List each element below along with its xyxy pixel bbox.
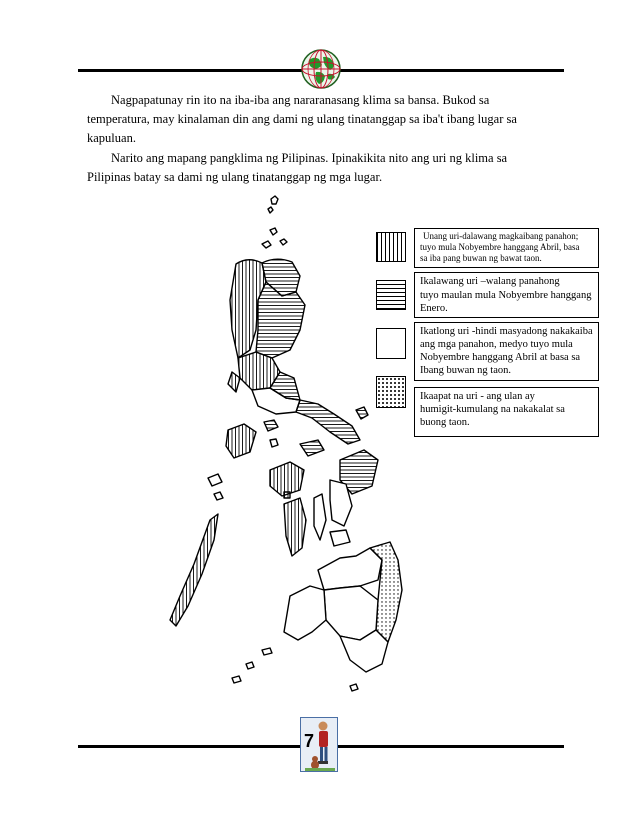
legend-line: Unang uri-dalawang magkaibang panahon; bbox=[423, 231, 579, 241]
babuyan-islet bbox=[280, 239, 287, 245]
legend-line: Enero. bbox=[420, 303, 448, 314]
sulu-islet bbox=[232, 676, 241, 683]
marinduque-island bbox=[264, 420, 278, 431]
guimaras-island bbox=[284, 492, 290, 498]
legend-box-type2 bbox=[414, 272, 599, 318]
legend-line: tuyo maulan mula Nobyembre hanggang bbox=[420, 289, 592, 301]
legend-swatch-type3 bbox=[376, 328, 406, 359]
legend-swatch-type1 bbox=[376, 232, 406, 262]
legend-box-type1 bbox=[414, 228, 599, 268]
calamian-islet bbox=[214, 492, 223, 500]
legend-swatch-type4 bbox=[376, 376, 406, 408]
bohol-island bbox=[330, 530, 350, 546]
sulu-islet bbox=[246, 662, 254, 669]
batanes-islet bbox=[270, 228, 277, 235]
catanduanes-island bbox=[356, 407, 368, 419]
masbate-island bbox=[300, 440, 324, 456]
panay-island bbox=[270, 462, 304, 496]
legend-line: buong taon. bbox=[420, 417, 470, 428]
legend-line: Ibang buwan ng taon. bbox=[420, 365, 511, 376]
babuyan-islet bbox=[262, 241, 271, 248]
legend-box-type4 bbox=[414, 387, 599, 437]
negros-island bbox=[284, 498, 306, 556]
batanes-islet bbox=[268, 207, 273, 213]
calamian-islet bbox=[208, 474, 222, 486]
paragraph-line: kapuluan. bbox=[87, 131, 136, 145]
paragraph-line: temperatura, may kinalaman din ang dami ng ulang tinatanggap sa iba't ibang lugar sa bbox=[87, 112, 517, 126]
romblon-island bbox=[270, 439, 278, 447]
legend-line: Ikaapat na uri - ang ulan ay bbox=[420, 391, 535, 402]
legend-line: Ikalawang uri –walang panahong bbox=[420, 276, 560, 287]
paragraph-line: Nagpapatunay rin ito na iba-iba ang nararanasang klima sa bansa. Bukod sa bbox=[111, 93, 490, 107]
mindanao-north-region bbox=[318, 548, 382, 590]
bataan-region bbox=[228, 372, 240, 392]
batanes-islet bbox=[271, 196, 278, 204]
mindanao-central-region bbox=[324, 586, 378, 640]
cebu-island bbox=[314, 494, 326, 540]
legend-line: ang mga panahon, medyo tuyo mula bbox=[420, 339, 573, 350]
paragraph-line: Narito ang mapang pangklima ng Pilipinas. Ipinakikita nito ang uri ng klima sa bbox=[111, 151, 508, 165]
legend-line: sa iba pang buwan ng bawat taon. bbox=[420, 253, 542, 263]
legend-line: humigit-kumulang na nakakalat sa bbox=[420, 404, 565, 415]
legend-line: Nobyembre hanggang Abril at basa sa bbox=[420, 352, 581, 363]
sulu-islet bbox=[350, 684, 358, 691]
page-number-badge bbox=[300, 717, 338, 772]
legend-line: Ikatlong uri -hindi masyadong nakakaiba bbox=[420, 326, 593, 337]
mindoro-island bbox=[226, 424, 256, 458]
page-number: 7 bbox=[304, 731, 315, 751]
bicol-region bbox=[296, 400, 360, 444]
sulu-islet bbox=[262, 648, 272, 655]
paragraph-line: Pilipinas batay sa dami ng ulang tinatanggap ng mga lugar. bbox=[87, 170, 383, 184]
legend-box-type3 bbox=[414, 322, 599, 381]
palawan-island bbox=[170, 514, 218, 626]
legend-line: tuyo mula Nobyembre hanggang Abril, basa bbox=[420, 242, 580, 252]
legend-swatch-type2 bbox=[376, 280, 406, 310]
zamboanga-region bbox=[284, 586, 326, 640]
